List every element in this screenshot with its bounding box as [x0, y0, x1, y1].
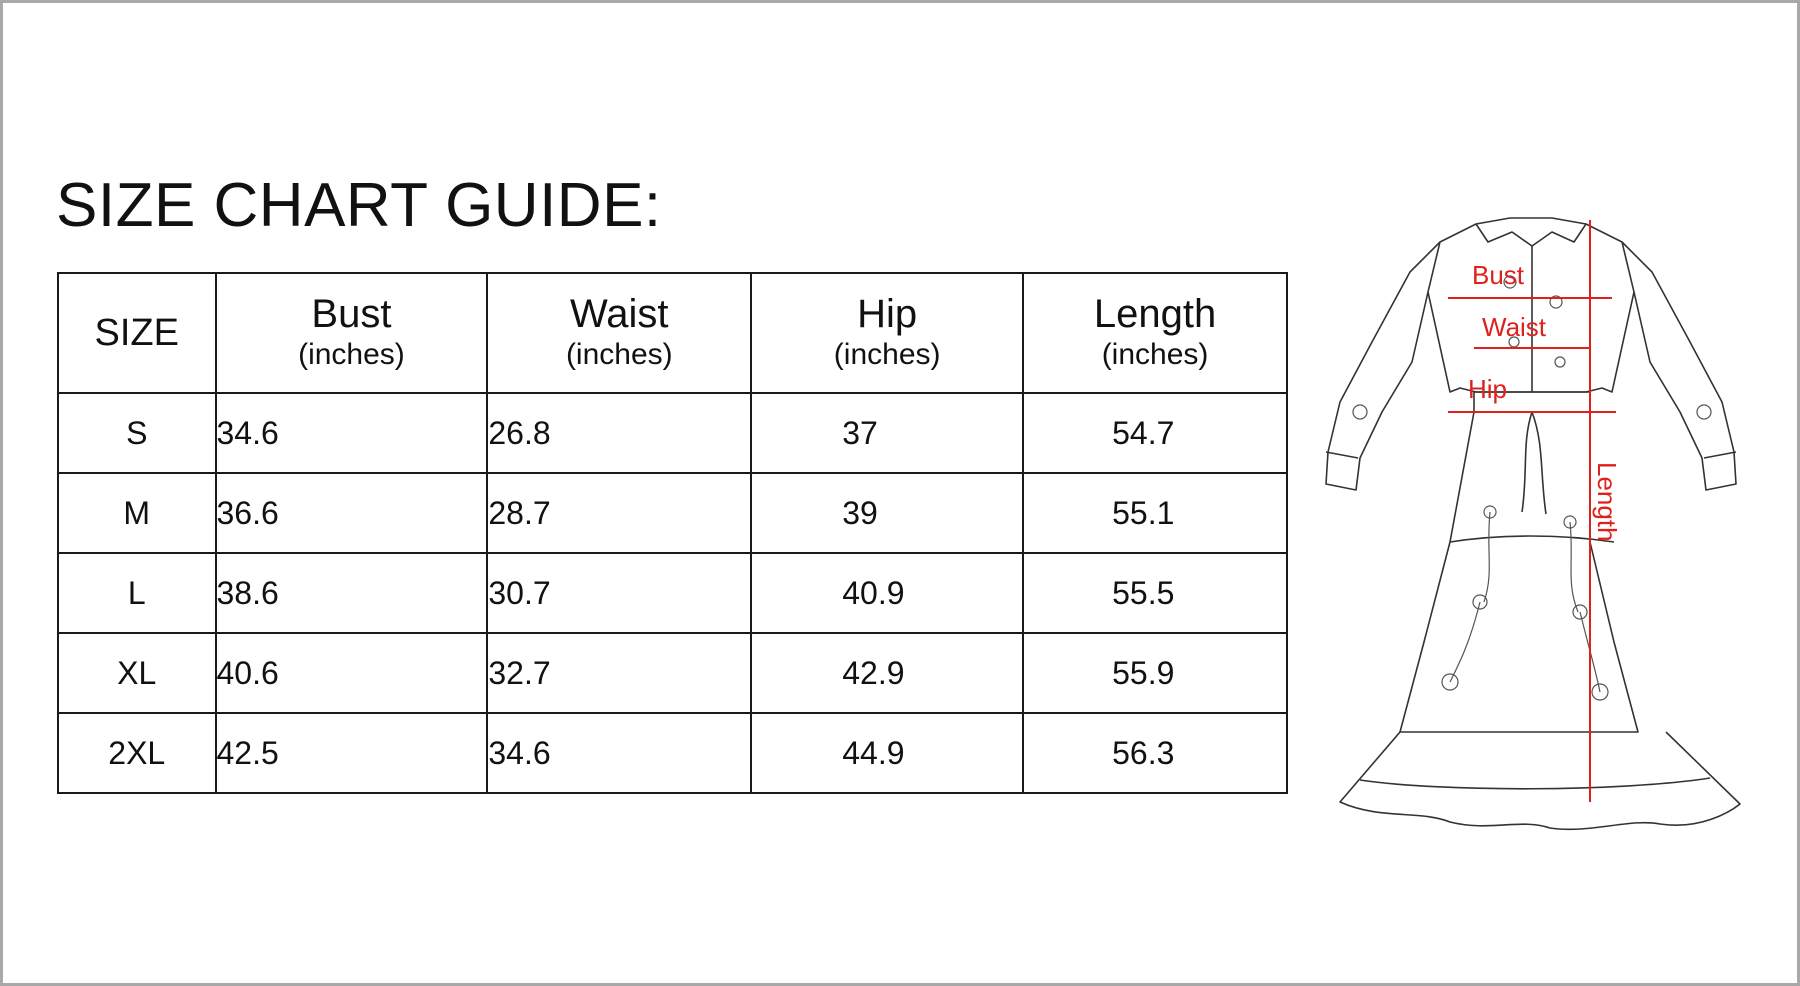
waist-column-header — [487, 273, 751, 393]
table-row — [58, 473, 1287, 553]
column-header-unit: (inches) — [565, 338, 673, 371]
bust-cell: 38.6 — [216, 553, 488, 633]
length-cell: 54.7 — [1023, 393, 1287, 473]
left-sleeve-shape — [1326, 242, 1440, 490]
waist-cell: 34.6 — [487, 713, 751, 793]
collar-shape — [1476, 218, 1586, 246]
right-sleeve-shape — [1622, 242, 1736, 490]
waist-tie — [1522, 412, 1546, 514]
dress-illustration — [1300, 212, 1764, 852]
column-header-unit: (inches) — [833, 338, 941, 371]
table-row — [58, 633, 1287, 713]
bodice-shape — [1428, 224, 1634, 392]
length-label: Length — [1592, 462, 1622, 542]
bust-cell: 42.5 — [216, 713, 488, 793]
size-chart-table — [57, 272, 1288, 794]
length-cell: 56.3 — [1023, 713, 1287, 793]
length-cell: 55.5 — [1023, 553, 1287, 633]
waist-label: Waist — [1482, 312, 1547, 342]
size-cell: S — [58, 393, 216, 473]
waist-cell: 28.7 — [487, 473, 751, 553]
waist-cell: 32.7 — [487, 633, 751, 713]
dress-drawing — [1300, 212, 1764, 852]
hip-cell: 42.9 — [751, 633, 1023, 713]
bust-column-header — [216, 273, 488, 393]
bust-label: Bust — [1472, 260, 1525, 290]
size-cell: L — [58, 553, 216, 633]
hip-cell: 39 — [751, 473, 1023, 553]
size-cell: 2XL — [58, 713, 216, 793]
ruffle-hem-shape — [1340, 732, 1740, 829]
bust-cell: 34.6 — [216, 393, 488, 473]
hip-cell: 44.9 — [751, 713, 1023, 793]
hip-column-header — [751, 273, 1023, 393]
ruffle-seam — [1360, 778, 1710, 789]
table-row — [58, 393, 1287, 473]
dress-outline — [1326, 218, 1740, 829]
size-column-header: SIZE — [58, 273, 216, 393]
size-cell: XL — [58, 633, 216, 713]
right-cuff-line — [1704, 452, 1736, 458]
hip-label: Hip — [1468, 374, 1508, 404]
length-cell: 55.1 — [1023, 473, 1287, 553]
bust-cell: 36.6 — [216, 473, 488, 553]
left-cuff-line — [1326, 452, 1358, 458]
length-column-header — [1023, 273, 1287, 393]
column-header-unit: (inches) — [1101, 338, 1209, 371]
table-row — [58, 553, 1287, 633]
waist-cell: 30.7 — [487, 553, 751, 633]
size-cell: M — [58, 473, 216, 553]
hip-cell: 37 — [751, 393, 1023, 473]
table-row — [58, 713, 1287, 793]
waist-cell: 26.8 — [487, 393, 751, 473]
column-header-name: Waist — [570, 292, 669, 336]
table-header-row — [58, 273, 1287, 393]
column-header-name: Bust — [311, 292, 392, 336]
length-cell: 55.9 — [1023, 633, 1287, 713]
page-title: SIZE CHART GUIDE: — [56, 171, 662, 240]
column-header-unit: (inches) — [298, 338, 405, 371]
column-header-name: Hip — [857, 292, 918, 336]
bust-cell: 40.6 — [216, 633, 488, 713]
hip-cell: 40.9 — [751, 553, 1023, 633]
column-header-name: Length — [1093, 292, 1217, 336]
